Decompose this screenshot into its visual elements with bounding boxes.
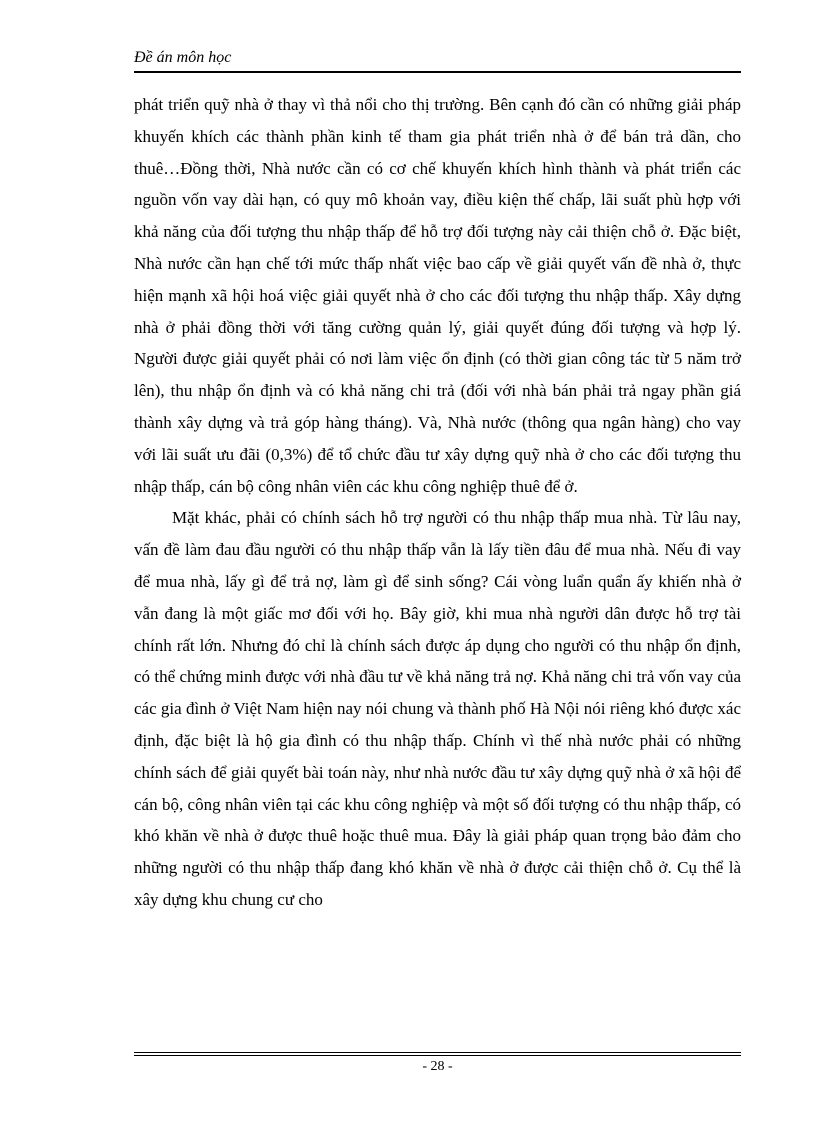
header-rule bbox=[134, 71, 741, 73]
footer-rule-top bbox=[134, 1052, 741, 1053]
footer-rule-bottom bbox=[134, 1055, 741, 1056]
body-paragraph: Mặt khác, phải có chính sách hỗ trợ người có thu nhập thấp mua nhà. Từ lâu nay, vấn đề làm đau đầu người có thu nhập thấp vẫn là lấy tiền đâu để mua nhà. Nếu đi vay để mua nhà, lấy gì để trả nợ, làm gì để sinh sống? Cái vòng luẩn quẩn ấy khiến nhà ở vẫn đang là một giấc mơ đối với họ. Bây giờ, khi mua nhà người dân được hỗ trợ tài chính rất lớn. Nhưng đó chỉ là chính sách được áp dụng cho người có thu nhập ổn định, có thể chứng minh được với nhà đầu tư về khả năng trả nợ. Khả năng chi trả vốn vay của các gia đình ở Việt Nam hiện nay nói chung và thành phố Hà Nội nói riêng khó được xác định, đặc biệt là hộ gia đình có thu nhập thấp. Chính vì thế nhà nước phải có những chính sách để giải quyết bài toán này, như nhà nước đầu tư xây dựng quỹ nhà ở xã hội để cán bộ, công nhân viên tại các khu công nghiệp và một số đối tượng có thu nhập thấp, có khó khăn về nhà ở được thuê hoặc thuê mua. Đây là giải pháp quan trọng bảo đảm cho những người có thu nhập thấp đang khó khăn về nhà ở được cải thiện chỗ ở. Cụ thể là xây dựng khu chung cư cho bbox=[134, 508, 741, 909]
body-paragraph: phát triển quỹ nhà ở thay vì thả nổi cho thị trường. Bên cạnh đó cần có những giải pháp khuyến khích các thành phần kinh tế tham gia phát triển nhà ở để bán trả dần, cho thuê…Đồng thời, Nhà nước cần có cơ chế khuyến khích hình thành và phát triển các nguồn vốn vay dài hạn, có quy mô khoản vay, điều kiện thế chấp, lãi suất phù hợp với khả năng của đối tượng thu nhập thấp để hỗ trợ đối tượng này cải thiện chỗ ở. Đặc biệt, Nhà nước cần hạn chế tới mức thấp nhất việc bao cấp về giải quyết vấn đề nhà ở, thực hiện mạnh xã hội hoá việc giải quyết nhà ở cho các đối tượng thu nhập thấp. Xây dựng nhà ở phải đồng thời với tăng cường quản lý, giải quyết đúng đối tượng và hợp lý. Người được giải quyết phải có nơi làm việc ổn định (có thời gian công tác từ 5 năm trở lên), thu nhập ổn định và có khả năng chi trả (đối với nhà bán phải trả ngay phần giá thành xây dựng và trả góp hàng tháng). Và, Nhà nước (thông qua ngân hàng) cho vay với lãi suất ưu đãi (0,3%) để tổ chức đầu tư xây dựng quỹ nhà ở cho các đối tượng thu nhập thấp, cán bộ công nhân viên các khu công nghiệp thuê để ở. bbox=[134, 95, 741, 496]
document-body bbox=[134, 89, 741, 916]
page-header bbox=[134, 48, 741, 68]
header-title: Đề án môn học bbox=[134, 49, 232, 66]
page-number: - 28 - bbox=[422, 1059, 453, 1074]
